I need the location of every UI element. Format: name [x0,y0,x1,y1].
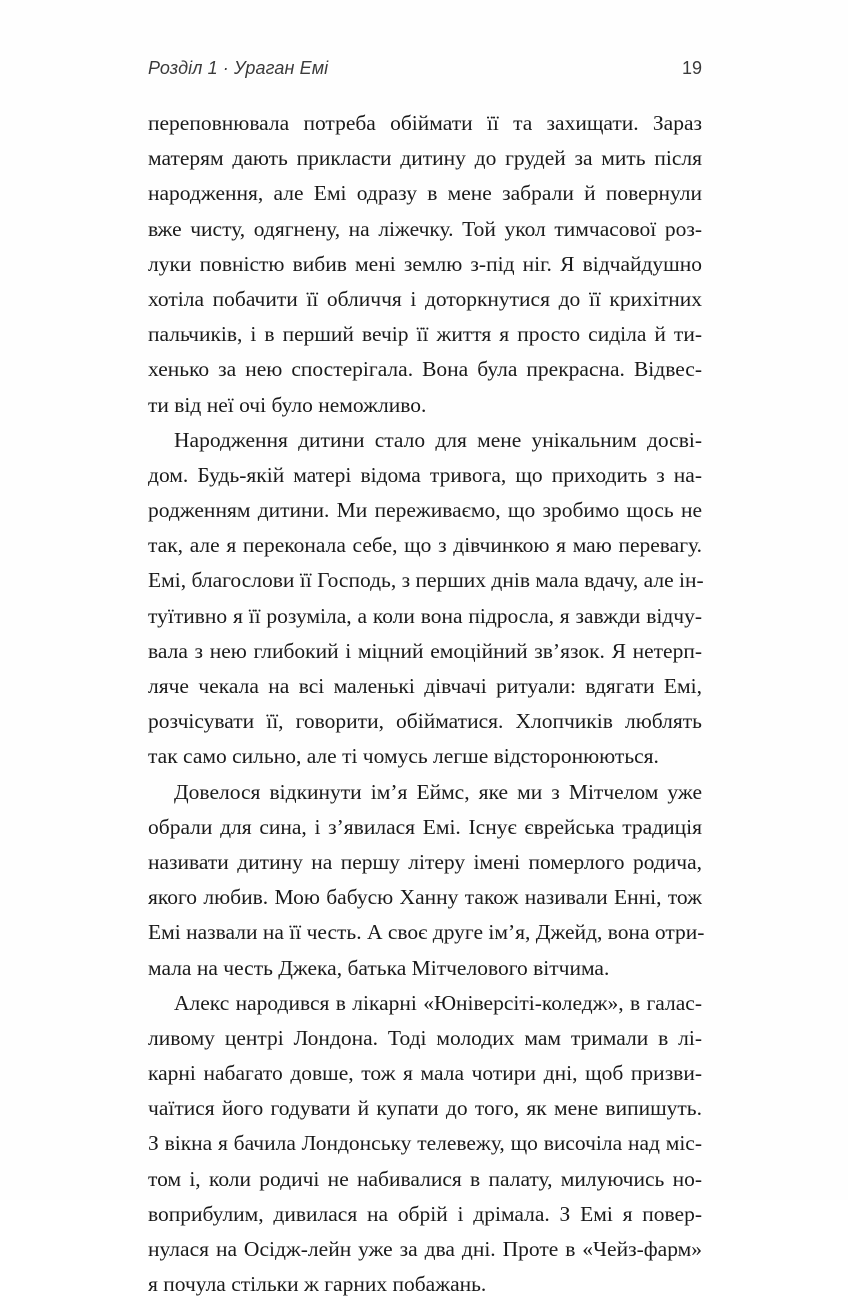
text-line: Народження дитини стало для мене унікальним досві- [174,427,702,452]
text-line: Емі, благослови її Господь, з перших днів мала вдачу, але ін- [148,568,704,593]
text-line: родженням дитини. Ми переживаємо, що зробимо щось не [148,498,702,523]
text-line: дом. Будь-якій матері відома тривога, що приходить з на- [148,462,702,487]
text-line: карні набагато довше, тож я мала чотири дні, щоб призви- [148,1061,702,1086]
text-line: обрали для сина, і з’явилася Емі. Існує єврейська традиція [148,814,702,839]
running-header [148,58,702,86]
chapter-title: Розділ 1 · Ураган Емі [148,58,329,78]
text-line: Емі назвали на її честь. А своє друге ім’я, Джейд, вона отри- [148,920,705,945]
text-line: вже чисту, одягнену, на ліжечку. Той укол тимчасової роз- [148,216,702,241]
text-line: Довелося відкинути ім’я Еймс, яке ми з Мітчелом уже [174,779,702,804]
text-line: туїтивно я її розуміла, а коли вона підросла, я завжди відчу- [148,603,702,628]
text-line: нулася на Осідж-лейн уже за два дні. Проте в «Чейз-фарм» [148,1237,702,1261]
page-number: 19 [681,58,702,78]
text-line: хотіла побачити її обличчя і доторкнутися до її крихітних [148,286,702,311]
text-line: ливому центрі Лондона. Тоді молодих мам тримали в лі- [148,1025,702,1050]
text-line: переповнювала потреба обіймати її та захищати. Зараз [148,111,702,135]
text-line: воприбулим, дивилася на обрій і дрімала. З Емі я повер- [148,1201,702,1226]
text-line: так само сильно, але ті чомусь легше відсторонюються. [148,744,659,769]
text-line: ляче чекала на всі маленькі дівчачі ритуали: вдягати Емі, [148,674,702,698]
text-line: розчісувати її, говорити, обійматися. Хлопчиків люблять [148,709,702,734]
text-line: якого любив. Мою бабусю Ханну також називали Енні, тож [148,885,702,910]
paragraph [148,775,705,986]
text-line: ти від неї очі було неможливо. [148,392,427,417]
text-line: матерям дають прикласти дитину до грудей за мить після [148,146,702,171]
text-line: З вікна я бачила Лондонську телевежу, що височіла над міс- [148,1131,702,1156]
text-line: я почула стільки ж гарних побажань. [148,1272,487,1297]
text-line: пальчиків, і в перший вечір її життя я просто сиділа й ти- [148,322,702,347]
text-line: хенько за нею спостерігала. Вона була прекрасна. Відвес- [148,357,702,382]
text-line: мала на честь Джека, батька Мітчелового вітчима. [148,955,610,980]
text-line: луки повністю вибив мені землю з-під ніг. Я відчайдушно [148,251,702,276]
text-line: Алекс народився в лікарні «Юніверсіті-коледж», в галас- [174,990,702,1015]
text-line: так, але я переконала себе, що з дівчинкою я маю перевагу. [148,533,702,558]
text-line: народження, але Емі одразу в мене забрали й повернули [148,181,702,206]
text-line: називати дитину на першу літеру імені померлого родича, [148,849,702,874]
text-line: вала з нею глибокий і міцний емоційний зв’язок. Я нетерп- [148,638,702,663]
body-text [148,106,705,1302]
text-line: том і, коли родичі не набивалися в палату, милуючись но- [148,1166,702,1191]
paragraph [148,423,702,775]
text-line: чаїтися його годувати й купати до того, як мене випишуть. [148,1096,702,1121]
paragraph [148,106,702,423]
paragraph [148,986,702,1302]
